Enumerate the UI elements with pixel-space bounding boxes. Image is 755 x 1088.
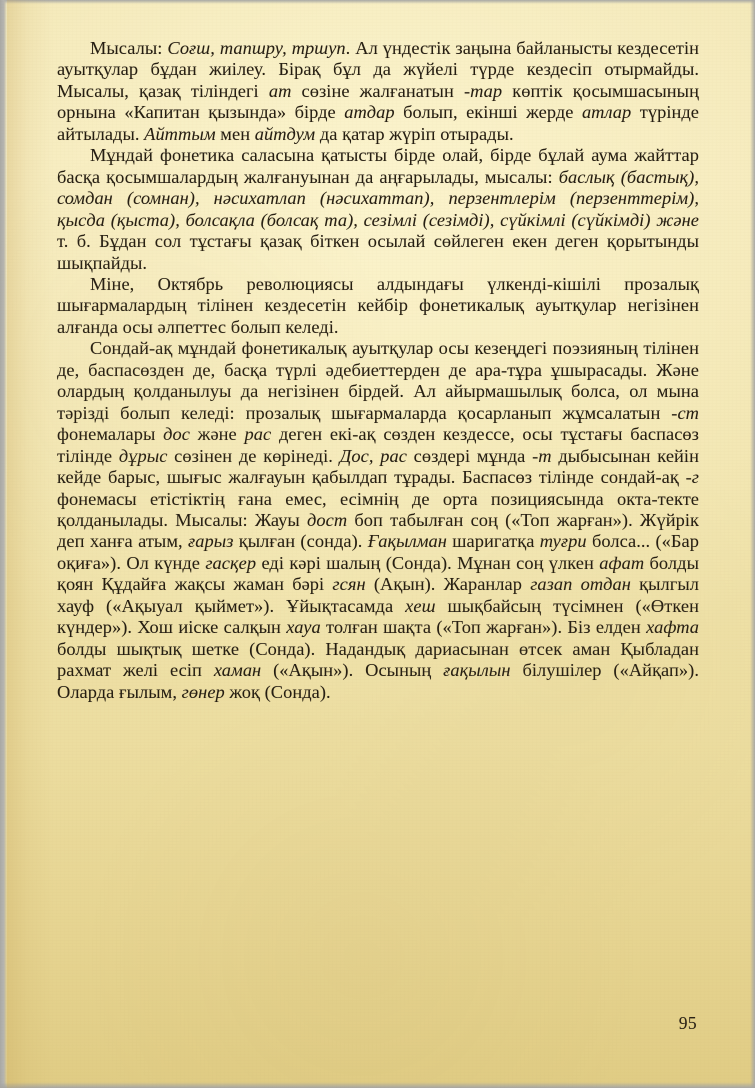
italic-term: хауа: [286, 617, 321, 638]
text-run: сөзіне жалғанатын: [291, 80, 464, 101]
text-run: т. б. Бұдан сол тұстағы қазақ біткен осылай сөйлеген екен деген қорытынды шықпайды.: [57, 231, 699, 273]
italic-term: дост: [307, 509, 348, 530]
italic-term: Ғақылман: [367, 531, 447, 552]
text-run: фонемасы етістіктің ғана емес, есімнің де орта позициясында окта-текте қолданылады. Мысалы: Жауы: [57, 488, 699, 530]
text-run: сөзінен де көрінеді.: [167, 445, 340, 466]
scan-edge-left: [0, 0, 7, 1088]
italic-term: Соғш, тапшру, тршуп: [167, 38, 346, 58]
text-run: Міне, Октябрь революциясы алдындағы үлкенді-кішілі прозалық шығармалардың тілінен кездесетін кейбір фонетикалық ауытқулар негізінен алғанда осы әлпеттес болып келеді.: [57, 273, 699, 337]
page-number: 95: [678, 1013, 697, 1033]
text-run: Мысалы:: [90, 38, 168, 58]
page-gutter-shadow: [7, 0, 53, 1088]
text-run: толған шақта («Топ жарған»). Біз елден: [320, 617, 647, 638]
text-run: қылгыл хауф («Ақыуал қыймет»). Ұйықтасамда: [57, 574, 699, 616]
italic-term: баслық (бастық), сомдан (сомнан), нәсихатлап (нәсихаттап), перзентлерім (перзенттерім), қысда (қыста), болсақла (болсақ та), сезімлі (сезімді), сүйкімлі (сүйкімді) және: [57, 166, 699, 230]
text-run: Сондай-ақ мұндай фонетикалық ауытқулар осы кезеңдегі поэзияның тілінен де, баспасөзден де, басқа түрлі әдебиеттерден де ара-тұра ұшырасады. Және олардың қолданылуы да негізінен бірдей. Ал айырмашылық болса, ол мына тәрізді болып келеді: прозалық шығармаларда қосарланып жұмсалатын: [57, 338, 699, 423]
italic-term: ат: [268, 80, 292, 101]
italic-term: -тар: [463, 80, 503, 101]
italic-term: хафта: [646, 617, 699, 638]
italic-term: дос: [163, 424, 190, 445]
italic-term: айтдум: [254, 123, 316, 144]
text-run: боп табылған соң («Топ жарған»). Жүйрік деп ханға атым,: [57, 509, 699, 552]
italic-term: Айттым: [144, 123, 216, 144]
text-run: білушілер («Айқап»). Оларда ғылым,: [57, 660, 699, 702]
text-run: фонемалары: [57, 424, 164, 445]
text-run: болса... («Бар оқиға»). Ол күнде: [57, 531, 699, 573]
text-run: болып, екінші жерде: [394, 102, 582, 123]
scan-edge-right: [750, 0, 755, 1088]
text-run: да қатар жүріп отырады.: [315, 123, 514, 144]
text-run: болды шықтық шетке (Сонда). Надандық дариасынан өтсек аман Қыбладан рахмат желі есіп: [57, 638, 699, 681]
paragraph: [57, 145, 699, 274]
italic-term: газап отдан: [530, 574, 631, 595]
italic-term: -ст: [671, 402, 699, 423]
italic-term: дұрыс: [118, 445, 168, 466]
italic-term: хеш: [405, 595, 436, 616]
italic-term: туғри: [539, 531, 587, 552]
text-run: . Ал үндестік заңына байланысты кездесетін ауытқулар бұдан жиілеу. Бірақ бұл да жүйелі түрде кездесіп отырмайды. Мысалы, қазақ тіліндегі: [57, 38, 699, 101]
italic-term: -т: [532, 445, 552, 466]
scan-edge-bottom: [0, 1082, 755, 1088]
text-run: сөздері мұнда: [406, 445, 533, 466]
text-run: жоқ (Сонда).: [224, 681, 331, 702]
italic-term: -г: [685, 467, 699, 488]
text-run: және: [189, 424, 245, 445]
italic-term: атдар: [344, 102, 395, 123]
italic-term: хаман: [213, 660, 262, 681]
text-run: болды қоян Құдайға жақсы жаман бәрі: [57, 552, 699, 595]
italic-term: атлар: [581, 102, 632, 123]
text-run: қылған (сонда).: [233, 531, 368, 552]
italic-term: афат: [599, 552, 645, 573]
text-run: («Ақын»). Осының: [261, 660, 444, 681]
scan-edge-top: [0, 0, 755, 4]
text-run: еді кәрі шалың (Сонда). Мұнан соң үлкен: [256, 552, 600, 573]
text-run: шаригатқа: [446, 531, 540, 552]
paragraph: [57, 338, 699, 703]
italic-term: ғарыз: [188, 531, 234, 552]
text-run: деген екі-ақ сөзден кездессе, осы тұстағы баспасөз тілінде: [57, 424, 699, 466]
italic-term: ғақылын: [443, 660, 511, 681]
italic-term: Дос, рас: [339, 445, 407, 466]
body-text-block: [57, 38, 699, 703]
text-run: көптік қосымшасының орнына «Капитан қызында» бірде: [57, 80, 699, 123]
text-run: дыбысынан кейін кейде барыс, шығыс жалғауын қабылдап тұрады. Баспасөз тілінде сондай-ақ: [57, 445, 699, 488]
italic-term: рас: [244, 424, 272, 445]
italic-term: гсян: [332, 574, 366, 595]
text-run: Мұндай фонетика саласына қатысты бірде олай, бірде бұлай аума жайттар басқа қосымшалардың жалғануынан да аңғарылады, мысалы:: [57, 145, 699, 187]
text-run: мен: [215, 123, 255, 144]
text-run: шықбайсың түсімнен («Өткен күндер»). Хош иіске салқын: [57, 595, 699, 638]
italic-term: гасқер: [205, 552, 257, 573]
text-run: (Ақын). Жаранлар: [365, 574, 531, 595]
paragraph: [57, 38, 699, 145]
paragraph: [57, 274, 699, 338]
text-run: түрінде айтылады.: [57, 102, 699, 144]
italic-term: гөнер: [181, 681, 225, 702]
